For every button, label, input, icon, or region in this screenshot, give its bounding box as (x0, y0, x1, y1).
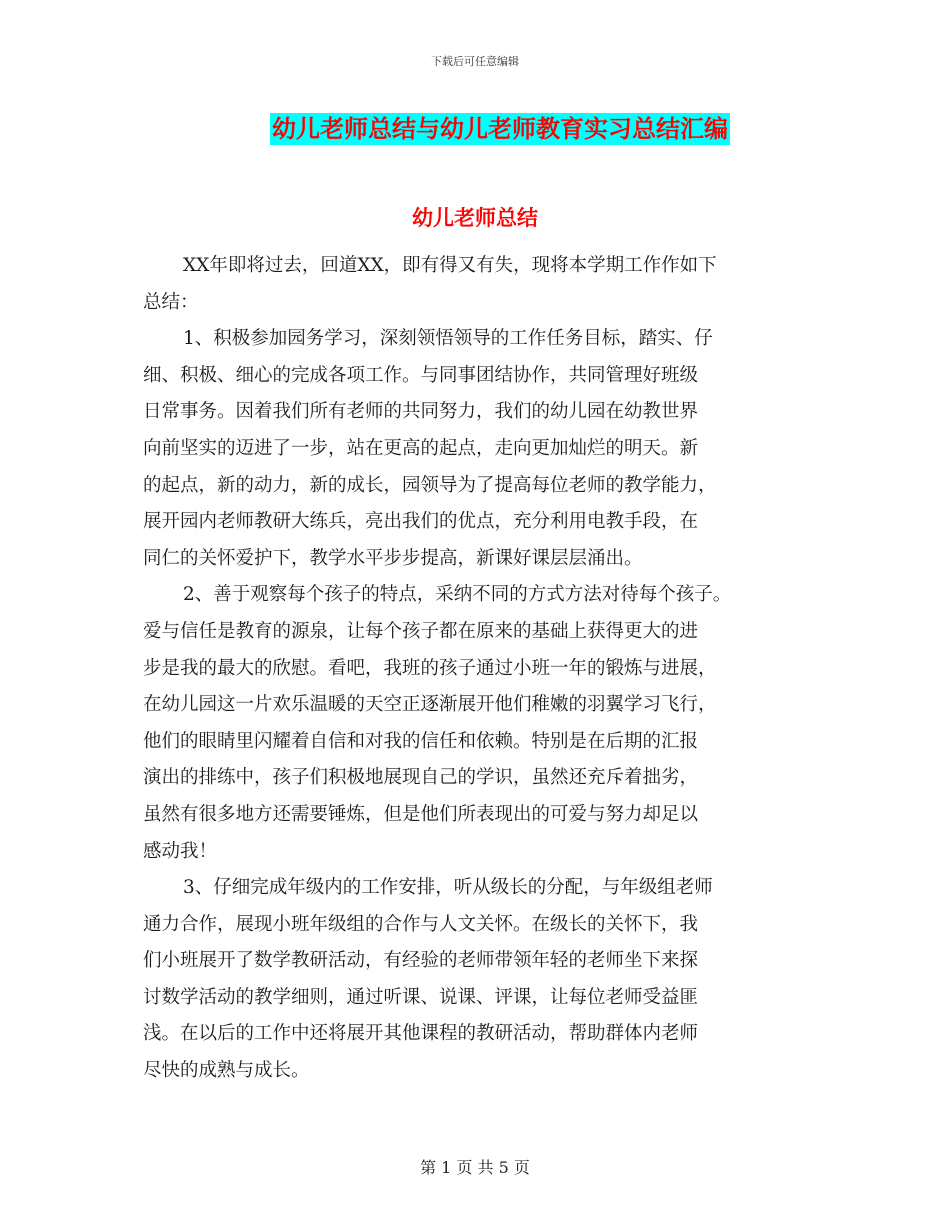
paragraph-line: 总结： (143, 291, 199, 313)
paragraph (143, 577, 823, 870)
paragraph-line: XX年即将过去，回道XX，即有得又有失，现将本学期工作作如下 (183, 255, 717, 276)
paragraph (143, 870, 823, 1090)
paragraph-line: 爱与信任是教育的源泉，让每个孩子都在原来的基础上获得更大的进 (143, 620, 699, 642)
paragraph-line: 感动我！ (143, 840, 218, 862)
header-note: 下载后可任意编辑 (431, 55, 519, 68)
main-title-wrap (0, 113, 950, 145)
body-text (143, 248, 823, 1090)
section-title: 幼儿老师总结 (412, 206, 538, 230)
paragraph-line: 浅。在以后的工作中还将展开其他课程的教研活动，帮助群体内老师 (143, 1023, 699, 1045)
paragraph-line: 细、积极、细心的完成各项工作。与同事团结协作，共同管理好班级 (143, 364, 699, 386)
paragraph-line: 虽然有很多地方还需要锤炼，但是他们所表现出的可爱与努力却足以 (143, 803, 699, 825)
paragraph-line: 同仁的关怀爱护下，教学水平步步提高，新课好课层层涌出。 (143, 547, 643, 569)
paragraph-line: 向前坚实的迈进了一步，站在更高的起点，走向更加灿烂的明天。新 (143, 437, 699, 459)
paragraph-line: 展开园内老师教研大练兵，亮出我们的优点，充分利用电教手段，在 (143, 511, 699, 533)
paragraph-line: 通力合作，展现小班年级组的合作与人文关怀。在级长的关怀下，我 (143, 913, 699, 935)
paragraph (143, 321, 823, 577)
paragraph-line: 们小班展开了数学教研活动，有经验的老师带领年轻的老师坐下来探 (143, 950, 699, 972)
paragraph-line: 1、积极参加园务学习，深刻领悟领导的工作任务目标，踏实、仔 (183, 328, 713, 350)
paragraph-line: 他们的眼睛里闪耀着自信和对我的信任和依赖。特别是在后期的汇报 (143, 730, 699, 752)
paragraph-line: 讨数学活动的教学细则，通过听课、说课、评课，让每位老师受益匪 (143, 986, 699, 1008)
paragraph (143, 248, 823, 321)
paragraph-line: 步是我的最大的欣慰。看吧，我班的孩子通过小班一年的锻炼与进展， (143, 657, 717, 679)
page-footer: 第 1 页 共 5 页 (420, 1158, 530, 1177)
paragraph-line: 日常事务。因着我们所有老师的共同努力，我们的幼儿园在幼教世界 (143, 401, 699, 423)
paragraph-line: 的起点，新的动力，新的成长，园领导为了提高每位老师的教学能力， (143, 474, 717, 496)
paragraph-line: 2、善于观察每个孩子的特点，采纳不同的方式方法对待每个孩子。 (183, 584, 732, 606)
paragraph-line: 3、仔细完成年级内的工作安排，听从级长的分配，与年级组老师 (183, 877, 713, 899)
paragraph-line: 演出的排练中，孩子们积极地展现自己的学识，虽然还充斥着拙劣， (143, 767, 699, 789)
main-title: 幼儿老师总结与幼儿老师教育实习总结汇编 (272, 115, 728, 143)
paragraph-line: 尽快的成熟与成长。 (143, 1060, 310, 1082)
paragraph-line: 在幼儿园这一片欢乐温暖的天空正逐渐展开他们稚嫩的羽翼学习飞行， (143, 694, 717, 716)
